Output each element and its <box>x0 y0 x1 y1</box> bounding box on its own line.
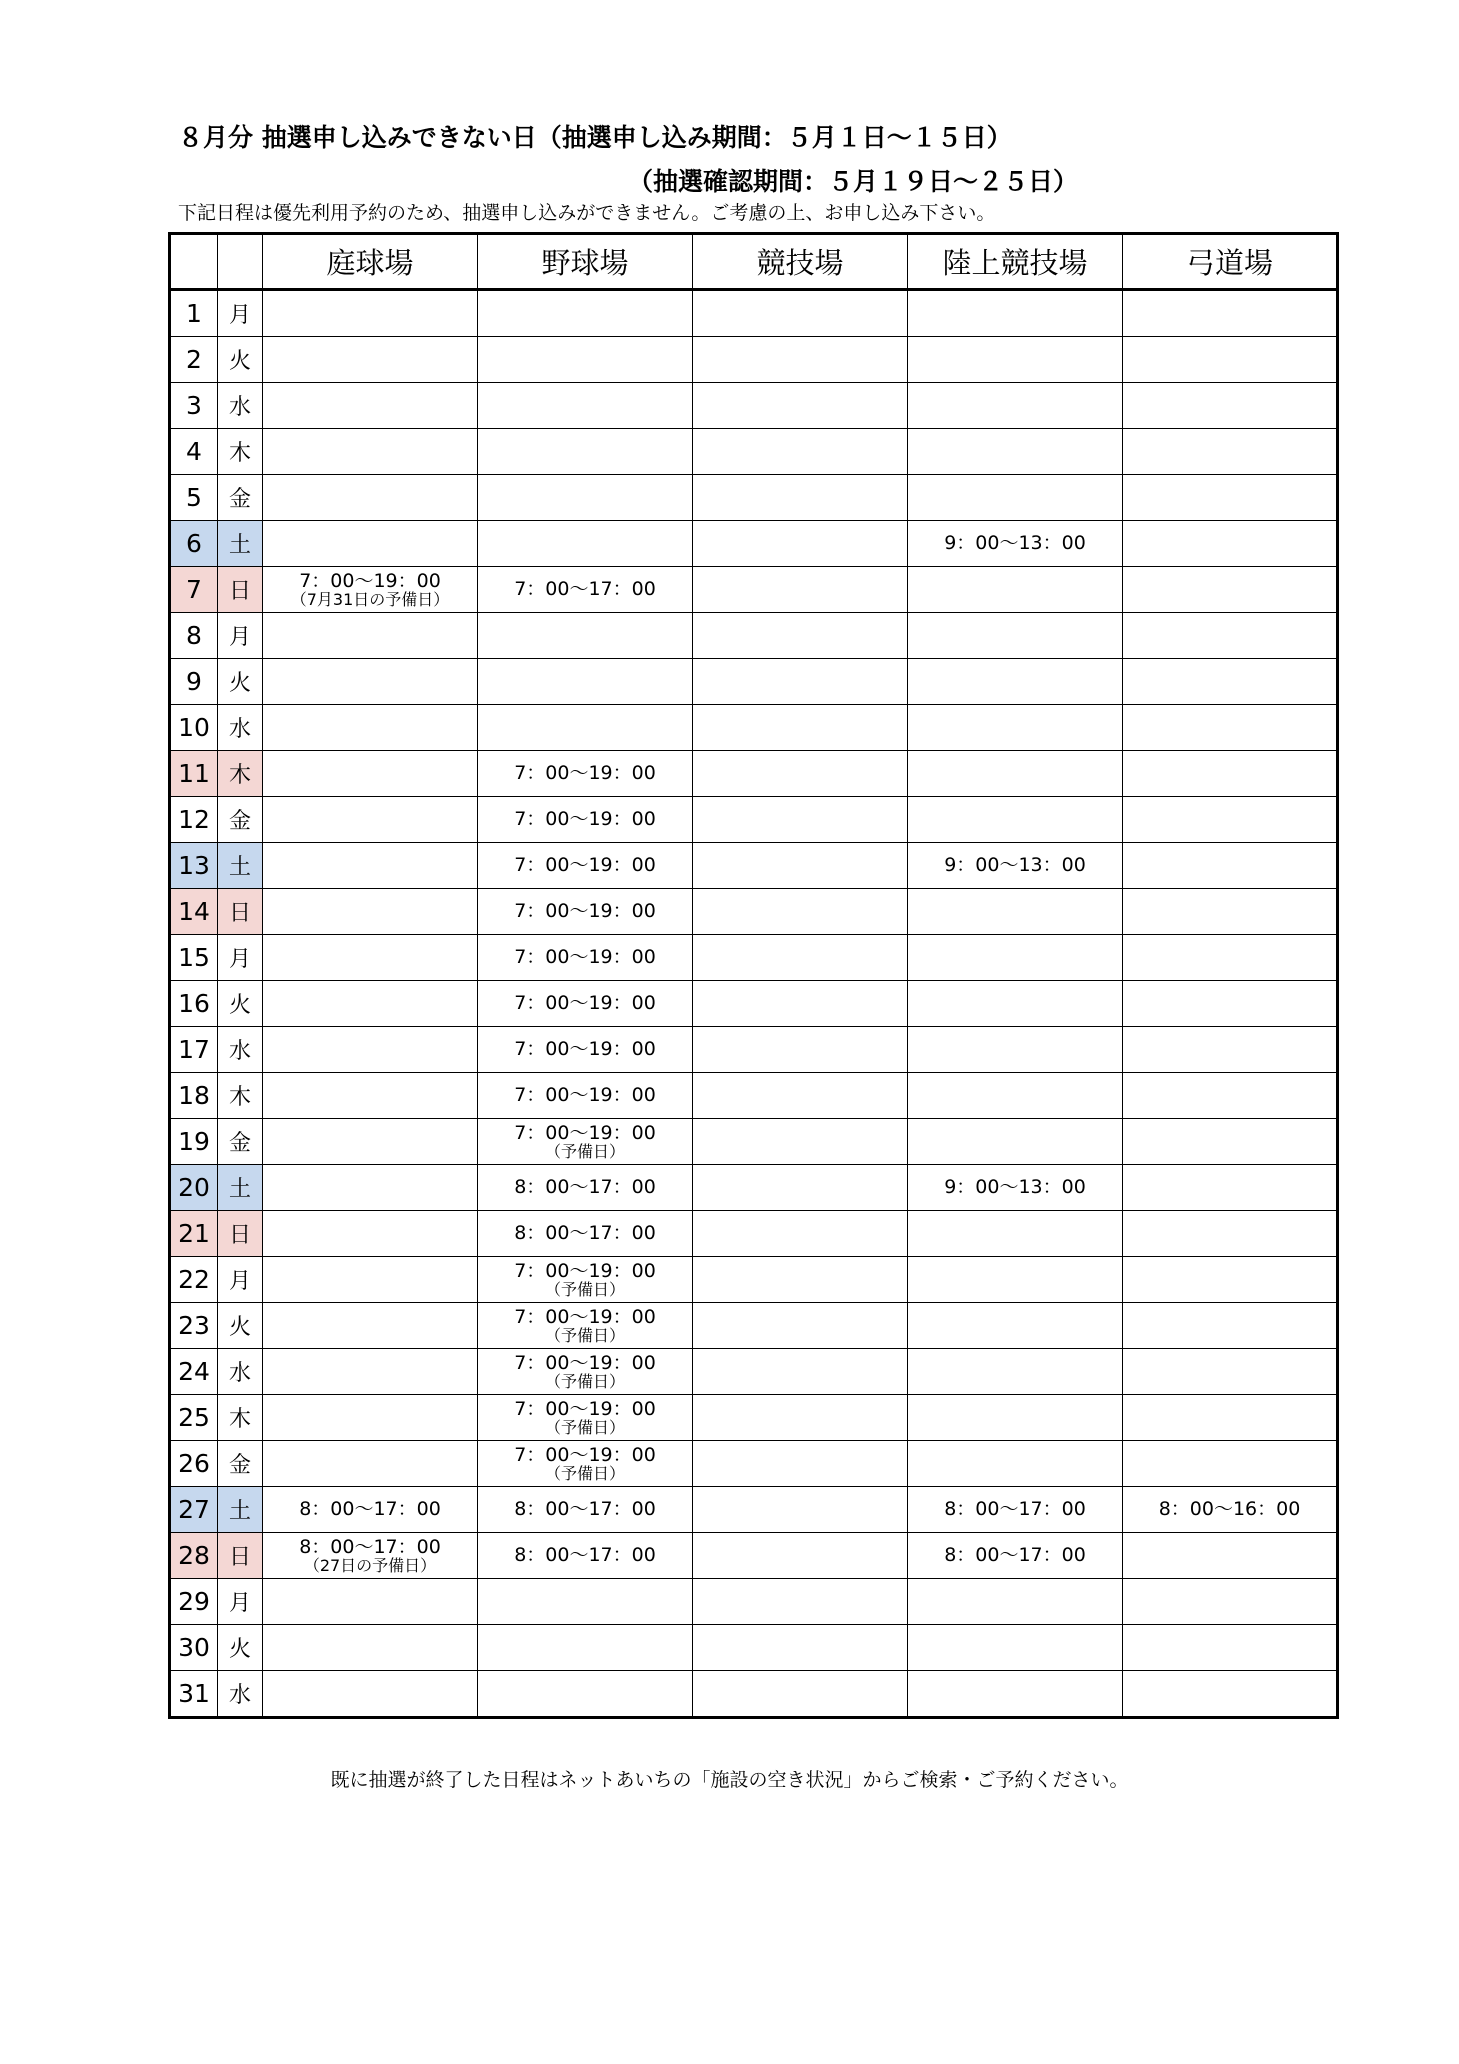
weekday: 金 <box>218 1441 263 1487</box>
reservation-cell <box>693 705 908 751</box>
reservation-cell <box>908 613 1123 659</box>
reservation-cell <box>1123 1165 1338 1211</box>
time-range: 7：00～19：00 <box>514 1397 656 1420</box>
reservation-cell <box>263 1487 478 1533</box>
reservation-cell <box>693 1027 908 1073</box>
table-row <box>170 337 1338 383</box>
reservation-cell <box>1123 1671 1338 1718</box>
reservation-cell <box>478 613 693 659</box>
day-number: 26 <box>170 1441 218 1487</box>
day-number: 18 <box>170 1073 218 1119</box>
day-number: 6 <box>170 521 218 567</box>
reservation-cell <box>693 843 908 889</box>
reservation-cell <box>693 1579 908 1625</box>
time-range: 7：00～19：00 <box>514 1259 656 1282</box>
weekday: 日 <box>218 1533 263 1579</box>
time-range: 8：00～17：00 <box>514 1176 656 1198</box>
reservation-cell <box>693 1119 908 1165</box>
time-range: 9：00～13：00 <box>944 854 1086 876</box>
header-facility: 競技場 <box>693 234 908 290</box>
reservation-cell <box>908 1487 1123 1533</box>
table-row <box>170 659 1338 705</box>
time-range: 9：00～13：00 <box>944 1176 1086 1198</box>
reservation-cell <box>1123 1303 1338 1349</box>
reservation-cell <box>1123 1349 1338 1395</box>
reservation-cell <box>908 659 1123 705</box>
reservation-cell <box>693 751 908 797</box>
reservation-cell <box>263 567 478 613</box>
day-number: 31 <box>170 1671 218 1718</box>
reservation-cell <box>478 843 693 889</box>
table-row <box>170 1073 1338 1119</box>
reservation-cell <box>908 935 1123 981</box>
weekday: 日 <box>218 1211 263 1257</box>
day-number: 25 <box>170 1395 218 1441</box>
reservation-cell <box>693 889 908 935</box>
weekday: 木 <box>218 1395 263 1441</box>
reservation-cell <box>1123 1625 1338 1671</box>
day-number: 7 <box>170 567 218 613</box>
reservation-cell <box>263 705 478 751</box>
reservation-cell <box>693 337 908 383</box>
reservation-cell <box>908 889 1123 935</box>
reservation-cell <box>693 613 908 659</box>
reservation-cell <box>1123 889 1338 935</box>
table-row <box>170 475 1338 521</box>
day-number: 28 <box>170 1533 218 1579</box>
table-row <box>170 1671 1338 1718</box>
table-row <box>170 1349 1338 1395</box>
reservation-cell <box>1123 429 1338 475</box>
reservation-cell <box>1123 1073 1338 1119</box>
weekday: 日 <box>218 889 263 935</box>
reservation-cell <box>263 1303 478 1349</box>
reservation-cell <box>263 1671 478 1718</box>
day-number: 4 <box>170 429 218 475</box>
time-note: （予備日） <box>544 1463 625 1483</box>
reservation-cell <box>908 751 1123 797</box>
time-range: 8：00～17：00 <box>299 1535 441 1558</box>
reservation-cell <box>693 935 908 981</box>
reservation-cell <box>478 1671 693 1718</box>
reservation-cell <box>478 1441 693 1487</box>
day-number: 9 <box>170 659 218 705</box>
table-row <box>170 751 1338 797</box>
reservation-cell <box>263 889 478 935</box>
reservation-cell <box>693 1073 908 1119</box>
reservation-cell <box>478 290 693 337</box>
reservation-cell <box>263 1625 478 1671</box>
weekday: 水 <box>218 1027 263 1073</box>
reservation-cell <box>263 1073 478 1119</box>
reservation-cell <box>693 521 908 567</box>
table-header-row <box>170 234 1338 290</box>
reservation-cell <box>693 1257 908 1303</box>
reservation-cell <box>478 1303 693 1349</box>
table-row <box>170 797 1338 843</box>
weekday: 土 <box>218 521 263 567</box>
table-row <box>170 1257 1338 1303</box>
weekday: 金 <box>218 475 263 521</box>
day-number: 1 <box>170 290 218 337</box>
weekday: 火 <box>218 1625 263 1671</box>
reservation-cell <box>693 290 908 337</box>
table-row <box>170 1441 1338 1487</box>
reservation-cell <box>263 337 478 383</box>
reservation-cell <box>1123 1119 1338 1165</box>
table-row <box>170 843 1338 889</box>
weekday: 火 <box>218 1303 263 1349</box>
time-range: 7：00～19：00 <box>299 569 441 592</box>
weekday: 土 <box>218 843 263 889</box>
page-subtitle: （抽選確認期間：５月１９日～２５日） <box>628 167 1079 196</box>
day-number: 12 <box>170 797 218 843</box>
weekday: 木 <box>218 429 263 475</box>
reservation-cell <box>908 1579 1123 1625</box>
reservation-cell <box>478 1533 693 1579</box>
reservation-cell <box>263 1027 478 1073</box>
reservation-cell <box>908 290 1123 337</box>
reservation-cell <box>693 567 908 613</box>
reservation-cell <box>478 1487 693 1533</box>
reservation-cell <box>263 475 478 521</box>
reservation-cell <box>908 1395 1123 1441</box>
notice-text: 下記日程は優先利用予約のため、抽選申し込みができません。ご考慮の上、お申し込み下さい。 <box>178 202 996 224</box>
reservation-cell <box>263 290 478 337</box>
table-row <box>170 1579 1338 1625</box>
reservation-cell <box>478 567 693 613</box>
time-range: 7：00～19：00 <box>514 992 656 1014</box>
time-note: （27日の予備日） <box>303 1555 437 1575</box>
weekday: 木 <box>218 1073 263 1119</box>
reservation-cell <box>263 935 478 981</box>
reservation-cell <box>478 475 693 521</box>
reservation-cell <box>1123 659 1338 705</box>
reservation-cell <box>693 1487 908 1533</box>
table-row <box>170 613 1338 659</box>
reservation-cell <box>263 1441 478 1487</box>
reservation-cell <box>478 1073 693 1119</box>
header-facility: 野球場 <box>478 234 693 290</box>
day-number: 11 <box>170 751 218 797</box>
reservation-cell <box>1123 1579 1338 1625</box>
reservation-cell <box>908 797 1123 843</box>
reservation-cell <box>1123 337 1338 383</box>
weekday: 日 <box>218 567 263 613</box>
reservation-cell <box>1123 751 1338 797</box>
reservation-cell <box>908 1441 1123 1487</box>
weekday: 土 <box>218 1165 263 1211</box>
reservation-cell <box>263 383 478 429</box>
reservation-cell <box>908 1533 1123 1579</box>
footer-note: 既に抽選が終了した日程はネットあいちの「施設の空き状況」からご検索・ご予約ください。 <box>330 1769 1129 1791</box>
reservation-cell <box>908 429 1123 475</box>
reservation-cell <box>1123 1533 1338 1579</box>
reservation-cell <box>908 1211 1123 1257</box>
reservation-cell <box>908 475 1123 521</box>
reservation-cell <box>908 1625 1123 1671</box>
reservation-cell <box>693 1441 908 1487</box>
reservation-cell <box>478 981 693 1027</box>
time-note: （予備日） <box>544 1325 625 1345</box>
reservation-cell <box>263 843 478 889</box>
reservation-cell <box>693 981 908 1027</box>
reservation-cell <box>693 1671 908 1718</box>
reservation-cell <box>908 1073 1123 1119</box>
time-range: 8：00～17：00 <box>299 1498 441 1520</box>
reservation-cell <box>693 429 908 475</box>
reservation-cell <box>263 1579 478 1625</box>
reservation-cell <box>478 1165 693 1211</box>
reservation-cell <box>1123 383 1338 429</box>
day-number: 3 <box>170 383 218 429</box>
time-range: 7：00～19：00 <box>514 808 656 830</box>
time-range: 8：00～17：00 <box>514 1544 656 1566</box>
weekday: 水 <box>218 1349 263 1395</box>
reservation-cell <box>908 1349 1123 1395</box>
reservation-cell <box>263 521 478 567</box>
reservation-cell <box>263 659 478 705</box>
table-row <box>170 889 1338 935</box>
day-number: 14 <box>170 889 218 935</box>
weekday: 火 <box>218 337 263 383</box>
day-number: 13 <box>170 843 218 889</box>
reservation-cell <box>478 1027 693 1073</box>
reservation-cell <box>693 1349 908 1395</box>
time-range: 8：00～17：00 <box>944 1544 1086 1566</box>
table-row <box>170 935 1338 981</box>
time-range: 7：00～19：00 <box>514 946 656 968</box>
table-row <box>170 1395 1338 1441</box>
reservation-cell <box>908 521 1123 567</box>
weekday: 金 <box>218 797 263 843</box>
reservation-cell <box>908 337 1123 383</box>
table-row <box>170 1533 1338 1579</box>
reservation-cell <box>478 751 693 797</box>
table-row <box>170 1303 1338 1349</box>
day-number: 23 <box>170 1303 218 1349</box>
reservation-cell <box>478 1625 693 1671</box>
reservation-cell <box>1123 843 1338 889</box>
reservation-cell <box>478 1257 693 1303</box>
weekday: 土 <box>218 1487 263 1533</box>
reservation-cell <box>1123 935 1338 981</box>
day-number: 29 <box>170 1579 218 1625</box>
reservation-cell <box>1123 567 1338 613</box>
weekday: 木 <box>218 751 263 797</box>
weekday: 水 <box>218 1671 263 1718</box>
reservation-cell <box>263 1533 478 1579</box>
schedule-table <box>168 232 1339 1719</box>
day-number: 30 <box>170 1625 218 1671</box>
reservation-cell <box>263 1119 478 1165</box>
reservation-cell <box>693 1303 908 1349</box>
day-number: 15 <box>170 935 218 981</box>
reservation-cell <box>908 705 1123 751</box>
reservation-cell <box>908 1671 1123 1718</box>
reservation-cell <box>693 1395 908 1441</box>
reservation-cell <box>1123 290 1338 337</box>
reservation-cell <box>1123 981 1338 1027</box>
reservation-cell <box>1123 613 1338 659</box>
reservation-cell <box>263 751 478 797</box>
time-range: 9：00～13：00 <box>944 532 1086 554</box>
reservation-cell <box>478 659 693 705</box>
reservation-cell <box>478 1395 693 1441</box>
reservation-cell <box>693 1211 908 1257</box>
table-row <box>170 290 1338 337</box>
time-note: （予備日） <box>544 1371 625 1391</box>
reservation-cell <box>263 1211 478 1257</box>
header-facility: 弓道場 <box>1123 234 1338 290</box>
time-range: 7：00～19：00 <box>514 1121 656 1144</box>
weekday: 火 <box>218 659 263 705</box>
reservation-cell <box>263 797 478 843</box>
day-number: 20 <box>170 1165 218 1211</box>
reservation-cell <box>478 889 693 935</box>
reservation-cell <box>908 1119 1123 1165</box>
table-row <box>170 981 1338 1027</box>
day-number: 10 <box>170 705 218 751</box>
table-row <box>170 1027 1338 1073</box>
reservation-cell <box>478 1579 693 1625</box>
day-number: 16 <box>170 981 218 1027</box>
time-range: 7：00～19：00 <box>514 1038 656 1060</box>
time-range: 7：00～19：00 <box>514 1443 656 1466</box>
table-row <box>170 567 1338 613</box>
reservation-cell <box>1123 521 1338 567</box>
reservation-cell <box>1123 705 1338 751</box>
time-range: 7：00～17：00 <box>514 578 656 600</box>
table-row <box>170 383 1338 429</box>
reservation-cell <box>1123 1027 1338 1073</box>
reservation-cell <box>908 1027 1123 1073</box>
time-range: 7：00～19：00 <box>514 762 656 784</box>
day-number: 27 <box>170 1487 218 1533</box>
reservation-cell <box>478 1119 693 1165</box>
time-note: （予備日） <box>544 1279 625 1299</box>
reservation-cell <box>908 567 1123 613</box>
reservation-cell <box>693 1625 908 1671</box>
reservation-cell <box>693 659 908 705</box>
day-number: 17 <box>170 1027 218 1073</box>
weekday: 月 <box>218 613 263 659</box>
reservation-cell <box>478 705 693 751</box>
table-row <box>170 1165 1338 1211</box>
table-row <box>170 1625 1338 1671</box>
header-facility: 庭球場 <box>263 234 478 290</box>
table-row <box>170 1487 1338 1533</box>
reservation-cell <box>1123 1441 1338 1487</box>
reservation-cell <box>478 1211 693 1257</box>
day-number: 5 <box>170 475 218 521</box>
weekday: 火 <box>218 981 263 1027</box>
reservation-cell <box>908 843 1123 889</box>
reservation-cell <box>263 429 478 475</box>
weekday: 水 <box>218 705 263 751</box>
reservation-cell <box>1123 1211 1338 1257</box>
reservation-cell <box>263 981 478 1027</box>
reservation-cell <box>478 337 693 383</box>
day-number: 8 <box>170 613 218 659</box>
reservation-cell <box>478 429 693 475</box>
day-number: 22 <box>170 1257 218 1303</box>
header-weekday <box>218 234 263 290</box>
day-number: 19 <box>170 1119 218 1165</box>
reservation-cell <box>478 797 693 843</box>
reservation-cell <box>693 797 908 843</box>
table-row <box>170 705 1338 751</box>
weekday: 水 <box>218 383 263 429</box>
time-range: 7：00～19：00 <box>514 1084 656 1106</box>
reservation-cell <box>908 1303 1123 1349</box>
reservation-cell <box>478 521 693 567</box>
reservation-cell <box>693 383 908 429</box>
reservation-cell <box>908 981 1123 1027</box>
time-range: 8：00～16：00 <box>1158 1498 1301 1520</box>
day-number: 24 <box>170 1349 218 1395</box>
table-row <box>170 1211 1338 1257</box>
time-range: 7：00～19：00 <box>514 854 656 876</box>
time-range: 7：00～19：00 <box>514 1305 656 1328</box>
table-row <box>170 521 1338 567</box>
reservation-cell <box>693 1533 908 1579</box>
reservation-cell <box>263 1165 478 1211</box>
weekday: 月 <box>218 1257 263 1303</box>
reservation-cell <box>908 383 1123 429</box>
reservation-cell <box>263 1257 478 1303</box>
reservation-cell <box>693 475 908 521</box>
reservation-cell <box>478 383 693 429</box>
header-facility: 陸上競技場 <box>908 234 1123 290</box>
table-row <box>170 1119 1338 1165</box>
reservation-cell <box>693 1165 908 1211</box>
time-range: 8：00～17：00 <box>514 1498 656 1520</box>
weekday: 月 <box>218 290 263 337</box>
reservation-cell <box>1123 1395 1338 1441</box>
time-note: （7月31日の予備日） <box>290 589 450 609</box>
reservation-cell <box>263 1395 478 1441</box>
weekday: 金 <box>218 1119 263 1165</box>
weekday: 月 <box>218 935 263 981</box>
time-range: 7：00～19：00 <box>514 1351 656 1374</box>
reservation-cell <box>1123 1257 1338 1303</box>
weekday: 月 <box>218 1579 263 1625</box>
header-day <box>170 234 218 290</box>
time-note: （予備日） <box>544 1417 625 1437</box>
reservation-cell <box>1123 1487 1338 1533</box>
day-number: 2 <box>170 337 218 383</box>
reservation-cell <box>263 1349 478 1395</box>
reservation-cell <box>1123 475 1338 521</box>
table-row <box>170 429 1338 475</box>
reservation-cell <box>478 1349 693 1395</box>
page-title: ８月分 抽選申し込みできない日（抽選申し込み期間：５月１日～１５日） <box>178 123 1012 152</box>
reservation-cell <box>908 1257 1123 1303</box>
reservation-cell <box>908 1165 1123 1211</box>
reservation-cell <box>263 613 478 659</box>
time-range: 8：00～17：00 <box>944 1498 1086 1520</box>
day-number: 21 <box>170 1211 218 1257</box>
reservation-cell <box>1123 797 1338 843</box>
reservation-cell <box>478 935 693 981</box>
time-range: 7：00～19：00 <box>514 900 656 922</box>
time-note: （予備日） <box>544 1141 625 1161</box>
time-range: 8：00～17：00 <box>514 1222 656 1244</box>
